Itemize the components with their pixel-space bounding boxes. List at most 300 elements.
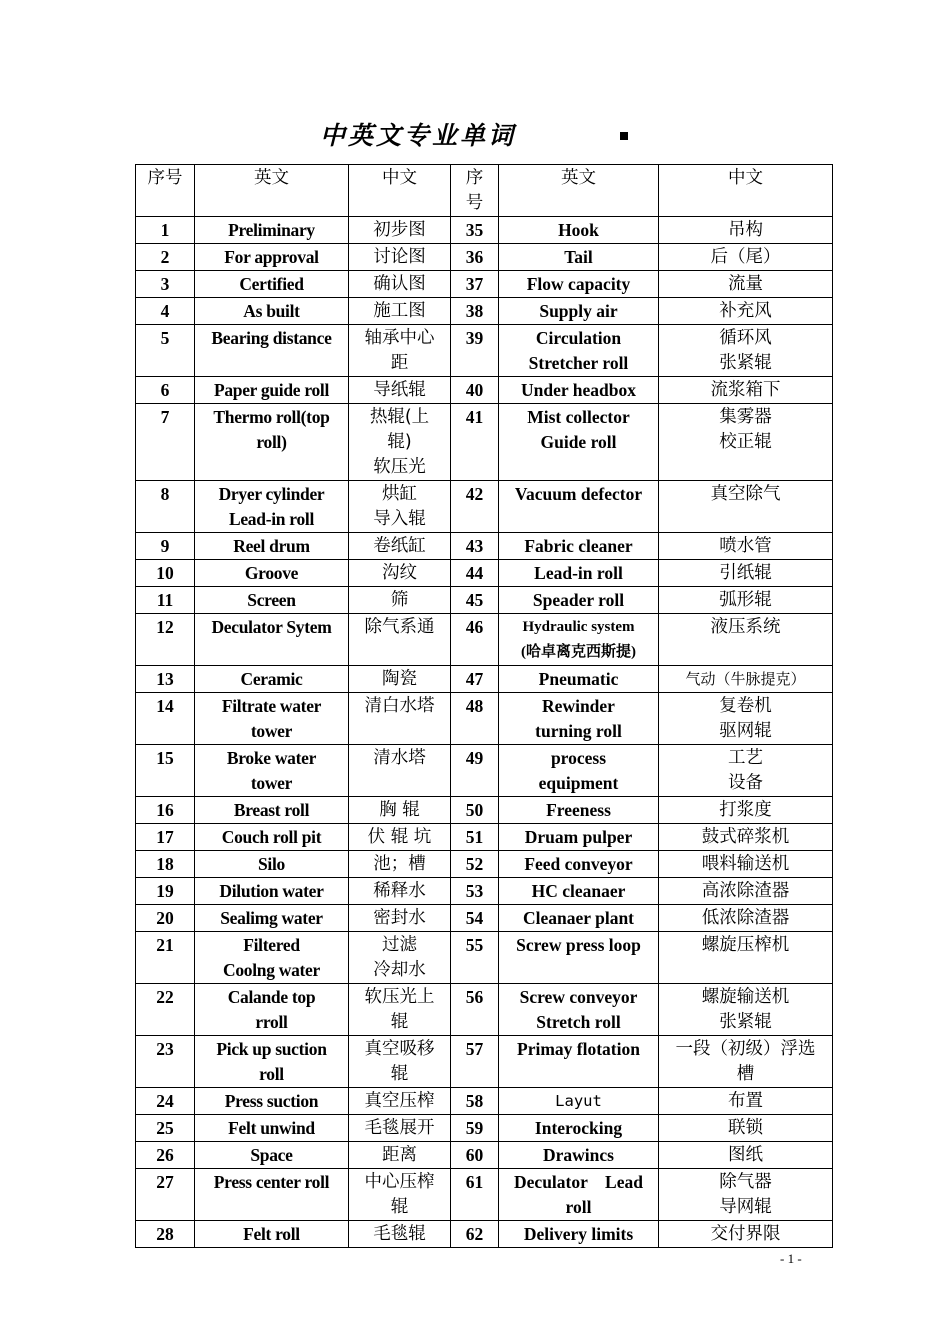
header-zh-left: 中文	[349, 165, 451, 217]
chinese-term-left	[349, 878, 451, 905]
chinese-term-right-line: 鼓式碎浆机	[701, 827, 790, 847]
num-left: 16	[136, 797, 195, 824]
english-term-right	[499, 377, 659, 404]
english-term-left-line: Broke water	[226, 748, 317, 768]
english-term-right-line: process	[550, 748, 607, 768]
num-left: 18	[136, 851, 195, 878]
table-row	[136, 666, 833, 693]
english-term-left	[195, 533, 349, 560]
english-term-right-line: Pneumatic	[538, 669, 619, 689]
header-zh-right: 中文	[659, 165, 833, 217]
english-term-left	[195, 984, 349, 1036]
chinese-term-left	[349, 1169, 451, 1221]
chinese-term-left-line: 确认图	[373, 274, 426, 294]
chinese-term-right-line: 复卷机	[719, 696, 772, 716]
english-term-right	[499, 244, 659, 271]
chinese-term-left-line: 导入辊	[373, 509, 426, 529]
chinese-term-left	[349, 693, 451, 745]
num-right: 48	[451, 693, 499, 745]
english-term-right	[499, 878, 659, 905]
english-term-left-line: roll	[259, 1064, 284, 1084]
chinese-term-right	[659, 325, 833, 377]
table-row	[136, 377, 833, 404]
table-row	[136, 984, 833, 1036]
header-num-left: 序号	[136, 165, 195, 217]
table-row	[136, 797, 833, 824]
english-term-left-line: Felt roll	[243, 1224, 300, 1244]
english-term-right	[499, 217, 659, 244]
chinese-term-left	[349, 1088, 451, 1115]
english-term-left-line: Sealimg water	[220, 908, 323, 928]
english-term-left	[195, 851, 349, 878]
chinese-term-right-line: 吊构	[728, 220, 763, 240]
english-term-right	[499, 560, 659, 587]
vocabulary-body	[136, 217, 833, 1248]
document-title	[0, 112, 950, 152]
chinese-term-right	[659, 298, 833, 325]
header-num-right-line1: 序	[465, 168, 484, 188]
english-term-left-line: Groove	[244, 563, 299, 583]
table-row	[136, 693, 833, 745]
num-right: 58	[451, 1088, 499, 1115]
english-term-left	[195, 244, 349, 271]
english-term-right-line: Tail	[564, 247, 593, 267]
chinese-term-left	[349, 404, 451, 481]
chinese-term-left-line: 过滤	[382, 935, 417, 955]
num-right: 56	[451, 984, 499, 1036]
num-left: 25	[136, 1115, 195, 1142]
english-term-right	[499, 1221, 659, 1248]
header-en-right: 英文	[499, 165, 659, 217]
chinese-term-right-line: 集雾器	[719, 407, 772, 427]
table-row	[136, 824, 833, 851]
table-row	[136, 481, 833, 533]
chinese-term-left	[349, 587, 451, 614]
english-term-left-line: As built	[243, 301, 300, 321]
english-term-right-line: roll	[565, 1197, 592, 1217]
chinese-term-left-line: 讨论图	[373, 247, 426, 267]
english-term-left	[195, 1142, 349, 1169]
vocabulary-table	[135, 164, 833, 1248]
num-right: 49	[451, 745, 499, 797]
num-right: 41	[451, 404, 499, 481]
english-term-left	[195, 271, 349, 298]
english-term-left-line: Preliminary	[228, 220, 315, 240]
english-term-right	[499, 533, 659, 560]
num-right: 62	[451, 1221, 499, 1248]
english-term-right-line: Delivery limits	[523, 1224, 634, 1244]
num-left: 24	[136, 1088, 195, 1115]
chinese-term-left-line: 池；槽	[373, 854, 426, 874]
chinese-term-right-line: 工艺	[728, 748, 763, 768]
english-term-left-line: Press center roll	[213, 1172, 330, 1192]
english-term-left	[195, 481, 349, 533]
table-row	[136, 1142, 833, 1169]
english-term-left-line: rroll	[255, 1012, 288, 1032]
chinese-term-right-line: 设备	[728, 773, 763, 793]
english-term-right	[499, 1115, 659, 1142]
num-left: 28	[136, 1221, 195, 1248]
num-right: 54	[451, 905, 499, 932]
english-term-left-line: tower	[250, 773, 293, 793]
chinese-term-right	[659, 377, 833, 404]
english-term-right	[499, 271, 659, 298]
header-num-right	[451, 165, 499, 217]
english-term-right-line: Flow capacity	[526, 274, 631, 294]
num-right: 42	[451, 481, 499, 533]
chinese-term-right	[659, 932, 833, 984]
chinese-term-right	[659, 217, 833, 244]
num-left: 12	[136, 614, 195, 666]
num-right: 55	[451, 932, 499, 984]
english-term-left-line: Ceramic	[240, 669, 303, 689]
english-term-right-line: Hook	[558, 220, 599, 240]
table-row	[136, 560, 833, 587]
chinese-term-right-line: 喷水管	[719, 536, 772, 556]
table-row	[136, 851, 833, 878]
chinese-term-right	[659, 745, 833, 797]
chinese-term-left	[349, 1142, 451, 1169]
chinese-term-left	[349, 666, 451, 693]
english-term-left	[195, 797, 349, 824]
english-term-right-line: Layut	[555, 1092, 602, 1110]
chinese-term-left-line: 清水塔	[373, 748, 426, 768]
chinese-term-right-line: 螺旋输送机	[701, 987, 790, 1007]
num-left: 21	[136, 932, 195, 984]
chinese-term-right	[659, 244, 833, 271]
chinese-term-right-line: 弧形辊	[719, 590, 772, 610]
chinese-term-left	[349, 851, 451, 878]
english-term-left	[195, 1115, 349, 1142]
chinese-term-right	[659, 1169, 833, 1221]
chinese-term-right-line: 布置	[728, 1091, 763, 1111]
chinese-term-right-line: 除气器	[719, 1172, 772, 1192]
english-term-right-line: Circulation	[535, 328, 622, 348]
english-term-right	[499, 404, 659, 481]
english-term-left	[195, 587, 349, 614]
chinese-term-right	[659, 614, 833, 666]
num-left: 7	[136, 404, 195, 481]
chinese-term-left-line: 烘缸	[382, 484, 417, 504]
english-term-right	[499, 666, 659, 693]
chinese-term-right	[659, 878, 833, 905]
chinese-term-right-line: 张紧辊	[719, 353, 772, 373]
english-term-left-line: Breast roll	[233, 800, 310, 820]
english-term-left	[195, 666, 349, 693]
english-term-right-line: Speader roll	[532, 590, 625, 610]
table-row	[136, 404, 833, 481]
num-left: 17	[136, 824, 195, 851]
english-term-right-line: Guide roll	[540, 432, 617, 452]
chinese-term-right	[659, 1036, 833, 1088]
english-term-right-line: turning roll	[535, 721, 622, 741]
chinese-term-right	[659, 481, 833, 533]
english-term-right-line: Hydraulic system	[522, 619, 635, 635]
english-term-right	[499, 1088, 659, 1115]
english-term-right-line: Stretch roll	[536, 1012, 621, 1032]
english-term-left-line: Coolng water	[222, 960, 320, 980]
chinese-term-left-line: 陶瓷	[382, 669, 417, 689]
english-term-right-line: Vacuum defector	[514, 484, 643, 504]
chinese-term-right-line: 一段（初级）浮选	[675, 1039, 816, 1059]
chinese-term-right-line: 导网辊	[719, 1197, 772, 1217]
chinese-term-right-line: 气动（牛脉提克）	[685, 670, 806, 688]
num-right: 38	[451, 298, 499, 325]
english-term-left-line: Couch roll pit	[221, 827, 322, 847]
chinese-term-right	[659, 533, 833, 560]
chinese-term-left	[349, 824, 451, 851]
table-row	[136, 932, 833, 984]
table-row	[136, 244, 833, 271]
chinese-term-right-line: 高浓除渣器	[701, 881, 790, 901]
english-term-right-line: Deculator Lead	[514, 1172, 643, 1192]
english-term-right-line: Cleanaer plant	[523, 908, 634, 928]
english-term-left	[195, 1088, 349, 1115]
chinese-term-right	[659, 1115, 833, 1142]
english-term-left-line: Dilution water	[219, 881, 324, 901]
english-term-right	[499, 298, 659, 325]
chinese-term-left-line: 导纸辊	[373, 380, 426, 400]
english-term-right-line: Feed conveyor	[524, 854, 633, 874]
table-row	[136, 533, 833, 560]
chinese-term-left-line: 距离	[382, 1145, 417, 1165]
chinese-term-left-line: 清白水塔	[364, 696, 435, 716]
page-number: - 1 -	[780, 1251, 802, 1266]
header-en-left: 英文	[195, 165, 349, 217]
num-right: 52	[451, 851, 499, 878]
chinese-term-left-line: 轴承中心	[364, 328, 435, 348]
num-right: 59	[451, 1115, 499, 1142]
table-row	[136, 298, 833, 325]
english-term-left	[195, 1036, 349, 1088]
num-left: 8	[136, 481, 195, 533]
chinese-term-left-line: 密封水	[373, 908, 426, 928]
chinese-term-right-line: 循环风	[719, 328, 772, 348]
english-term-right-line: Interocking	[534, 1118, 623, 1138]
chinese-term-left-line: 除气系通	[364, 617, 435, 637]
english-term-left	[195, 745, 349, 797]
chinese-term-left-line: 胸 辊	[379, 800, 420, 820]
english-term-left-line: For approval	[224, 247, 319, 267]
english-term-left	[195, 377, 349, 404]
english-term-left	[195, 404, 349, 481]
num-right: 39	[451, 325, 499, 377]
table-row	[136, 614, 833, 666]
english-term-left-line: Calande top	[227, 987, 316, 1007]
num-left: 20	[136, 905, 195, 932]
english-term-left-line: Filtrate water	[221, 696, 322, 716]
chinese-term-right	[659, 1142, 833, 1169]
english-term-left-line: Lead-in roll	[228, 509, 315, 529]
chinese-term-left-line: 辊	[390, 1197, 409, 1217]
chinese-term-right-line: 流量	[728, 274, 763, 294]
chinese-term-left-line: 伏 辊 坑	[367, 827, 432, 847]
english-term-right-line: Primay flotation	[517, 1039, 640, 1059]
chinese-term-right-line: 驱网辊	[719, 721, 772, 741]
chinese-term-left	[349, 560, 451, 587]
english-term-left-line: roll)	[256, 432, 287, 452]
num-right: 51	[451, 824, 499, 851]
table-row	[136, 1169, 833, 1221]
english-term-left	[195, 298, 349, 325]
chinese-term-right	[659, 666, 833, 693]
english-term-right	[499, 481, 659, 533]
num-right: 50	[451, 797, 499, 824]
chinese-term-left-line: 冷却水	[373, 960, 426, 980]
table-row	[136, 1115, 833, 1142]
english-term-right-line: Druam pulper	[524, 827, 633, 847]
chinese-term-right	[659, 824, 833, 851]
chinese-term-right-line: 联锁	[728, 1118, 763, 1138]
table-row	[136, 745, 833, 797]
table-row	[136, 587, 833, 614]
num-left: 10	[136, 560, 195, 587]
num-left: 22	[136, 984, 195, 1036]
english-term-left-line: Press suction	[224, 1091, 319, 1111]
english-term-left	[195, 905, 349, 932]
english-term-left	[195, 217, 349, 244]
chinese-term-left-line: 初步图	[373, 220, 426, 240]
chinese-term-left-line: 中心压榨	[364, 1172, 435, 1192]
chinese-term-right	[659, 905, 833, 932]
num-left: 1	[136, 217, 195, 244]
english-term-right-line: Screw press loop	[516, 935, 641, 955]
num-right: 36	[451, 244, 499, 271]
chinese-term-right	[659, 984, 833, 1036]
english-term-right-line: Freeness	[546, 800, 611, 820]
english-term-left-line: Felt unwind	[228, 1118, 315, 1138]
chinese-term-left-line: 距	[390, 353, 409, 373]
chinese-term-right-line: 引纸辊	[719, 563, 772, 583]
chinese-term-right-line: 打浆度	[719, 800, 772, 820]
chinese-term-left-line: 稀释水	[373, 881, 426, 901]
english-term-left-line: Pick up suction	[216, 1039, 327, 1059]
english-term-right-line: Mist collector	[527, 407, 630, 427]
chinese-term-left	[349, 932, 451, 984]
english-term-left	[195, 878, 349, 905]
num-left: 2	[136, 244, 195, 271]
english-term-left-line: Thermo roll(top	[213, 407, 330, 427]
num-left: 11	[136, 587, 195, 614]
chinese-term-right	[659, 587, 833, 614]
num-left: 3	[136, 271, 195, 298]
english-term-right-line: (哈卓离克西斯提)	[521, 644, 636, 660]
chinese-term-left	[349, 217, 451, 244]
chinese-term-right-line: 螺旋压榨机	[701, 935, 790, 955]
chinese-term-left	[349, 244, 451, 271]
chinese-term-left-line: 辊)	[387, 432, 412, 452]
english-term-right	[499, 693, 659, 745]
english-term-right-line: HC cleanaer	[531, 881, 626, 901]
title-text: 中英文专业单词	[320, 121, 517, 150]
english-term-left-line: Paper guide roll	[213, 380, 330, 400]
english-term-right-line: Under headbox	[521, 380, 636, 400]
chinese-term-right	[659, 1088, 833, 1115]
num-right: 53	[451, 878, 499, 905]
chinese-term-left-line: 毛毯展开	[364, 1118, 435, 1138]
chinese-term-left	[349, 905, 451, 932]
title-bullet-mark	[620, 132, 628, 140]
english-term-right-line: Supply air	[539, 301, 618, 321]
num-right: 46	[451, 614, 499, 666]
english-term-right	[499, 905, 659, 932]
num-right: 60	[451, 1142, 499, 1169]
num-right: 57	[451, 1036, 499, 1088]
english-term-left-line: Certified	[239, 274, 304, 294]
num-right: 40	[451, 377, 499, 404]
chinese-term-right	[659, 693, 833, 745]
chinese-term-right	[659, 404, 833, 481]
chinese-term-left-line: 辊	[390, 1012, 409, 1032]
english-term-right-line: Drawincs	[543, 1145, 614, 1165]
chinese-term-right-line: 校正辊	[719, 432, 772, 452]
english-term-right	[499, 745, 659, 797]
english-term-left	[195, 1169, 349, 1221]
english-term-right-line: Lead-in roll	[534, 563, 623, 583]
chinese-term-right-line: 图纸	[728, 1145, 763, 1165]
num-left: 5	[136, 325, 195, 377]
chinese-term-left-line: 真空吸移	[364, 1039, 435, 1059]
num-left: 14	[136, 693, 195, 745]
chinese-term-right-line: 流浆箱下	[710, 380, 781, 400]
english-term-left-line: Screen	[247, 590, 296, 610]
english-term-right	[499, 824, 659, 851]
english-term-left-line: Dryer cylinder	[218, 484, 325, 504]
num-left: 19	[136, 878, 195, 905]
chinese-term-right-line: 张紧辊	[719, 1012, 772, 1032]
english-term-left	[195, 560, 349, 587]
chinese-term-left	[349, 325, 451, 377]
header-num-right-line2: 号	[465, 193, 484, 213]
chinese-term-right	[659, 271, 833, 298]
english-term-right	[499, 797, 659, 824]
num-right: 47	[451, 666, 499, 693]
table-row	[136, 325, 833, 377]
num-left: 23	[136, 1036, 195, 1088]
english-term-left-line: Silo	[257, 854, 285, 874]
chinese-term-right-line: 槽	[736, 1064, 755, 1084]
english-term-right-line: Rewinder	[542, 696, 615, 716]
chinese-term-left	[349, 298, 451, 325]
chinese-term-right	[659, 797, 833, 824]
table-row	[136, 271, 833, 298]
chinese-term-left	[349, 745, 451, 797]
chinese-term-left	[349, 797, 451, 824]
table-row	[136, 1221, 833, 1248]
english-term-right	[499, 587, 659, 614]
table-row	[136, 1088, 833, 1115]
num-right: 35	[451, 217, 499, 244]
english-term-left-line: Deculator Sytem	[211, 617, 332, 637]
chinese-term-left	[349, 1221, 451, 1248]
chinese-term-left-line: 软压光	[373, 457, 426, 477]
chinese-term-right-line: 喂料输送机	[701, 854, 790, 874]
english-term-right	[499, 325, 659, 377]
num-right: 45	[451, 587, 499, 614]
english-term-right	[499, 1169, 659, 1221]
chinese-term-left-line: 卷纸缸	[373, 536, 426, 556]
english-term-right	[499, 1036, 659, 1088]
english-term-left	[195, 1221, 349, 1248]
num-left: 6	[136, 377, 195, 404]
english-term-left	[195, 614, 349, 666]
chinese-term-left-line: 沟纹	[382, 563, 417, 583]
table-row	[136, 1036, 833, 1088]
english-term-left-line: Bearing distance	[211, 328, 332, 348]
num-left: 26	[136, 1142, 195, 1169]
chinese-term-left-line: 真空压榨	[364, 1091, 435, 1111]
chinese-term-left	[349, 481, 451, 533]
